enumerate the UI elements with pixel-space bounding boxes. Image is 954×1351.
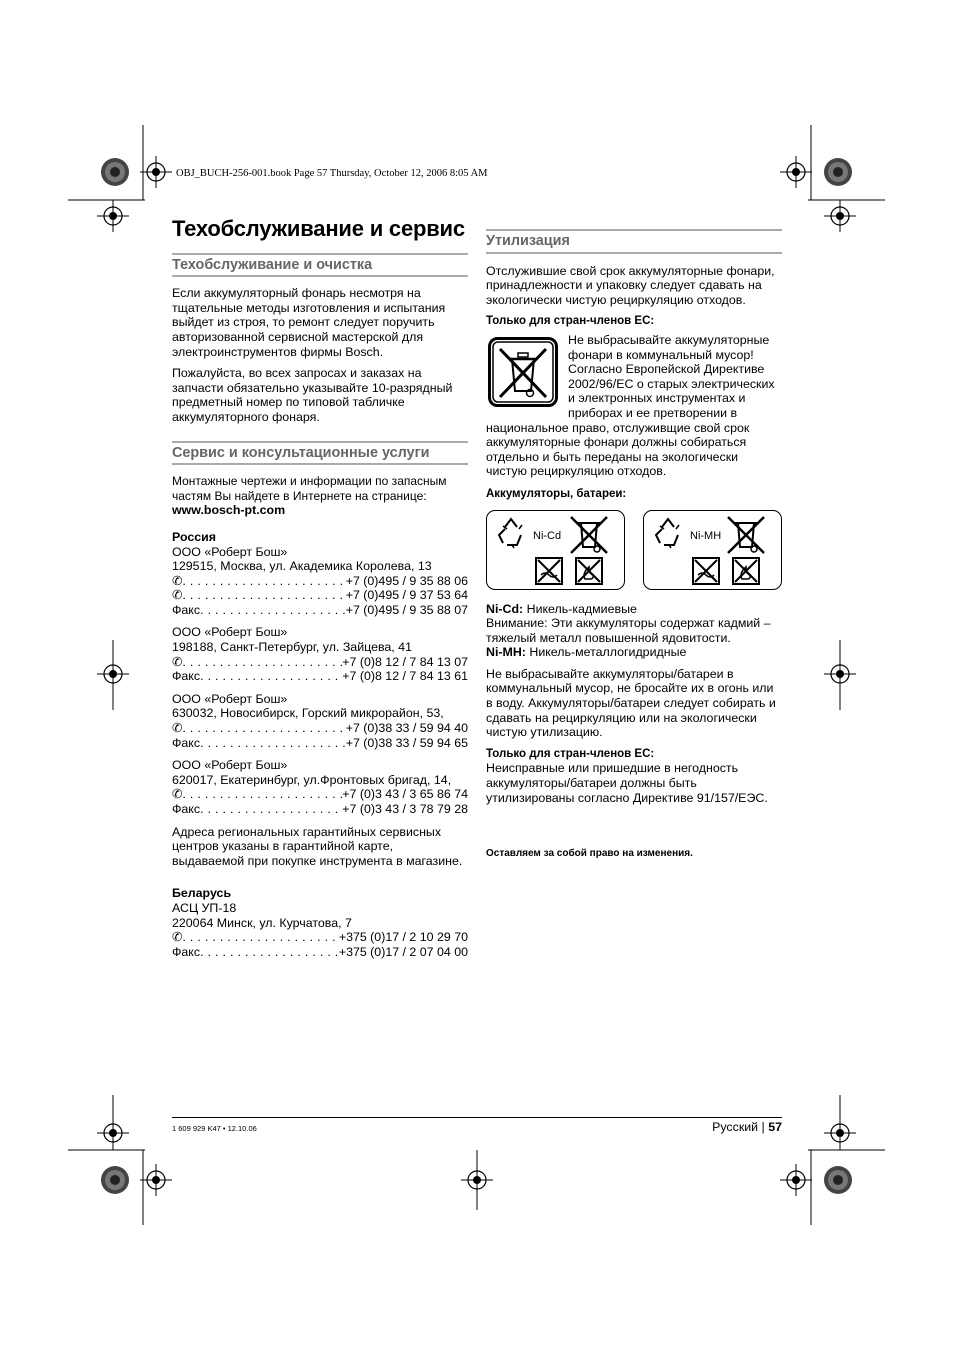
office2-address: 198188, Санкт-Петербург, ул. Зайцева, 41 <box>172 640 412 655</box>
belarus-label: Беларусь <box>172 886 232 901</box>
service-url: www.bosch-pt.com <box>172 503 286 518</box>
phone-icon: ✆ <box>172 654 183 669</box>
registration-mark-icon <box>140 156 172 188</box>
registration-mark-icon <box>824 200 856 232</box>
office4-address: 620017, Екатеринбург, ул.Фронтовых бригад, 14, <box>172 772 452 787</box>
service-intro: Монтажные чертежи и информации по запасным частям Вы найдете в Интернете на странице: <box>172 474 447 503</box>
maintenance-heading: Техобслуживание и очистка <box>172 253 468 278</box>
nimh-badge: Ni-MH <box>690 529 722 542</box>
registration-mark-icon <box>780 156 812 188</box>
office3-name: ООО «Роберт Бош» <box>172 691 288 706</box>
office4-fax-row: Факс . . . +7 (0)3 43 / 3 78 79 28 <box>172 802 468 817</box>
footer-page: Русский | 57 <box>712 1120 782 1134</box>
belarus-address: 220064 Минск, ул. Курчатова, 7 <box>172 915 352 930</box>
cadmium-warning: Внимание: Эти аккумуляторы содержат кадмий – тяжелый металл повышенной ядовитости. <box>486 616 771 645</box>
page-title: Техобслуживание и сервис <box>172 216 465 241</box>
belarus-name: АСЦ УП-18 <box>172 900 237 915</box>
eu-directive-text: Не выбрасывайте аккумуляторные фонари в коммунальный мусор! Согласно Европейской Директиве 2002/96/ЕС о старых электрических и электронных инструментах и приборах и ее претворении в национальное право, отслуживщие свой срок аккумуляторные фонари должны собираться отдельно и быть переданы на экологически чистую рециркуляцию отходов. <box>486 332 775 479</box>
no-trash-paragraph: Не выбрасывайте аккумуляторы/батареи в коммунальный мусор, не бросайте их в огонь или в воду. Аккумуляторы/батареи следует собирать и сдавать на рециркуляцию или на экологически чистую утилизацию. <box>486 666 776 740</box>
office4-phone-row: ✆ . . . +7 (0)3 43 / 3 65 86 74 <box>172 787 468 802</box>
office3-address: 630032, Новосибирск, Горский микрорайон, 53, <box>172 706 444 721</box>
registration-star-icon <box>824 1166 852 1194</box>
office1-phone2-row: ✆ . . . +7 (0)495 / 9 37 53 64 <box>172 588 468 603</box>
office3-phone-row: ✆ . . . +7 (0)38 33 / 59 94 40 <box>172 721 468 736</box>
eu-directive-91-text: Неисправные или пришедшие в негодность аккумуляторы/батареи должны быть утилизированы согласно Директиве 91/157/ЕЭС. <box>486 761 768 805</box>
print-slug: OBJ_BUCH-256-001.book Page 57 Thursday, October 12, 2006 8:05 AM <box>176 168 488 179</box>
office3-fax-row: Факс . . . +7 (0)38 33 / 59 94 65 <box>172 736 468 751</box>
disposal-heading: Утилизация <box>486 229 782 254</box>
office1-fax-row: Факс . . . +7 (0)495 / 9 35 88 07 <box>172 603 468 618</box>
reserve-rights-note: Оставляем за собой право на изменения. <box>486 848 693 860</box>
russia-label: Россия <box>172 529 216 544</box>
belarus-fax-row: Факс . . . +375 (0)17 / 2 07 04 00 <box>172 945 468 960</box>
office4-name: ООО «Роберт Бош» <box>172 758 288 773</box>
maintenance-paragraph-2: Пожалуйста, во всех запросах и заказах на запчасти обязательно указывайте 10-разрядный предметный номер по типовой табличке аккумуляторного фонаря. <box>172 366 453 424</box>
eu-only-label: Только для стран-членов ЕС: <box>486 315 655 328</box>
page-number: 57 <box>768 1120 782 1134</box>
regional-centers-note: Адреса региональных гарантийных сервисных центров указаны в гарантийной карте, выдаваемой при покупке инструмента в магазине. <box>172 824 463 868</box>
registration-mark-icon <box>780 1164 812 1196</box>
office1-address: 129515, Москва, ул. Академика Королева, 13 <box>172 559 432 574</box>
disposal-paragraph: Отслужившие свой срок аккумуляторные фонари, принадлежности и упаковку следует сдавать на экологически чистую рециркуляцию отходов. <box>486 263 775 307</box>
nimh-definition: Ni-MH: Никель-металлогидридные <box>486 645 687 660</box>
office2-name: ООО «Роберт Бош» <box>172 625 288 640</box>
registration-star-icon <box>824 158 852 186</box>
footer-code: 1 609 929 K47 • 12.10.06 <box>172 1124 257 1133</box>
phone-icon: ✆ <box>172 721 183 736</box>
footer-language: Русский <box>712 1120 759 1134</box>
office1-phone1-row: ✆ . . . +7 (0)495 / 9 35 88 06 <box>172 574 468 589</box>
batteries-label: Аккумуляторы, батареи: <box>486 487 627 500</box>
phone-icon: ✆ <box>172 573 183 588</box>
belarus-phone-row: ✆ . . . +375 (0)17 / 2 10 29 70 <box>172 930 468 945</box>
registration-star-icon <box>101 1166 129 1194</box>
registration-star-icon <box>101 158 129 186</box>
phone-icon: ✆ <box>172 588 183 603</box>
office1-name: ООО «Роберт Бош» <box>172 544 288 559</box>
phone-icon: ✆ <box>172 930 183 945</box>
maintenance-paragraph-1: Если аккумуляторный фонарь несмотря на тщательные методы изготовления и испытания выйдет из строя, то ремонт следует поручить авторизованной сервисной мастерской для электроинструментов фирмы Bosch. <box>172 286 446 359</box>
eu-only-label-2: Только для стран-членов ЕС: <box>486 747 655 760</box>
nicd-definition: Ni-Cd: Никель-кадмиевые <box>486 601 637 616</box>
office2-phone-row: ✆ . . . +7 (0)8 12 / 7 84 13 07 <box>172 655 468 670</box>
nicd-badge: Ni-Cd <box>533 529 562 542</box>
service-heading: Сервис и консультационные услуги <box>172 441 468 466</box>
office2-fax-row: Факс . . . +7 (0)8 12 / 7 84 13 61 <box>172 669 468 684</box>
phone-icon: ✆ <box>172 787 183 802</box>
registration-mark-icon <box>140 1164 172 1196</box>
registration-mark-icon <box>97 200 129 232</box>
